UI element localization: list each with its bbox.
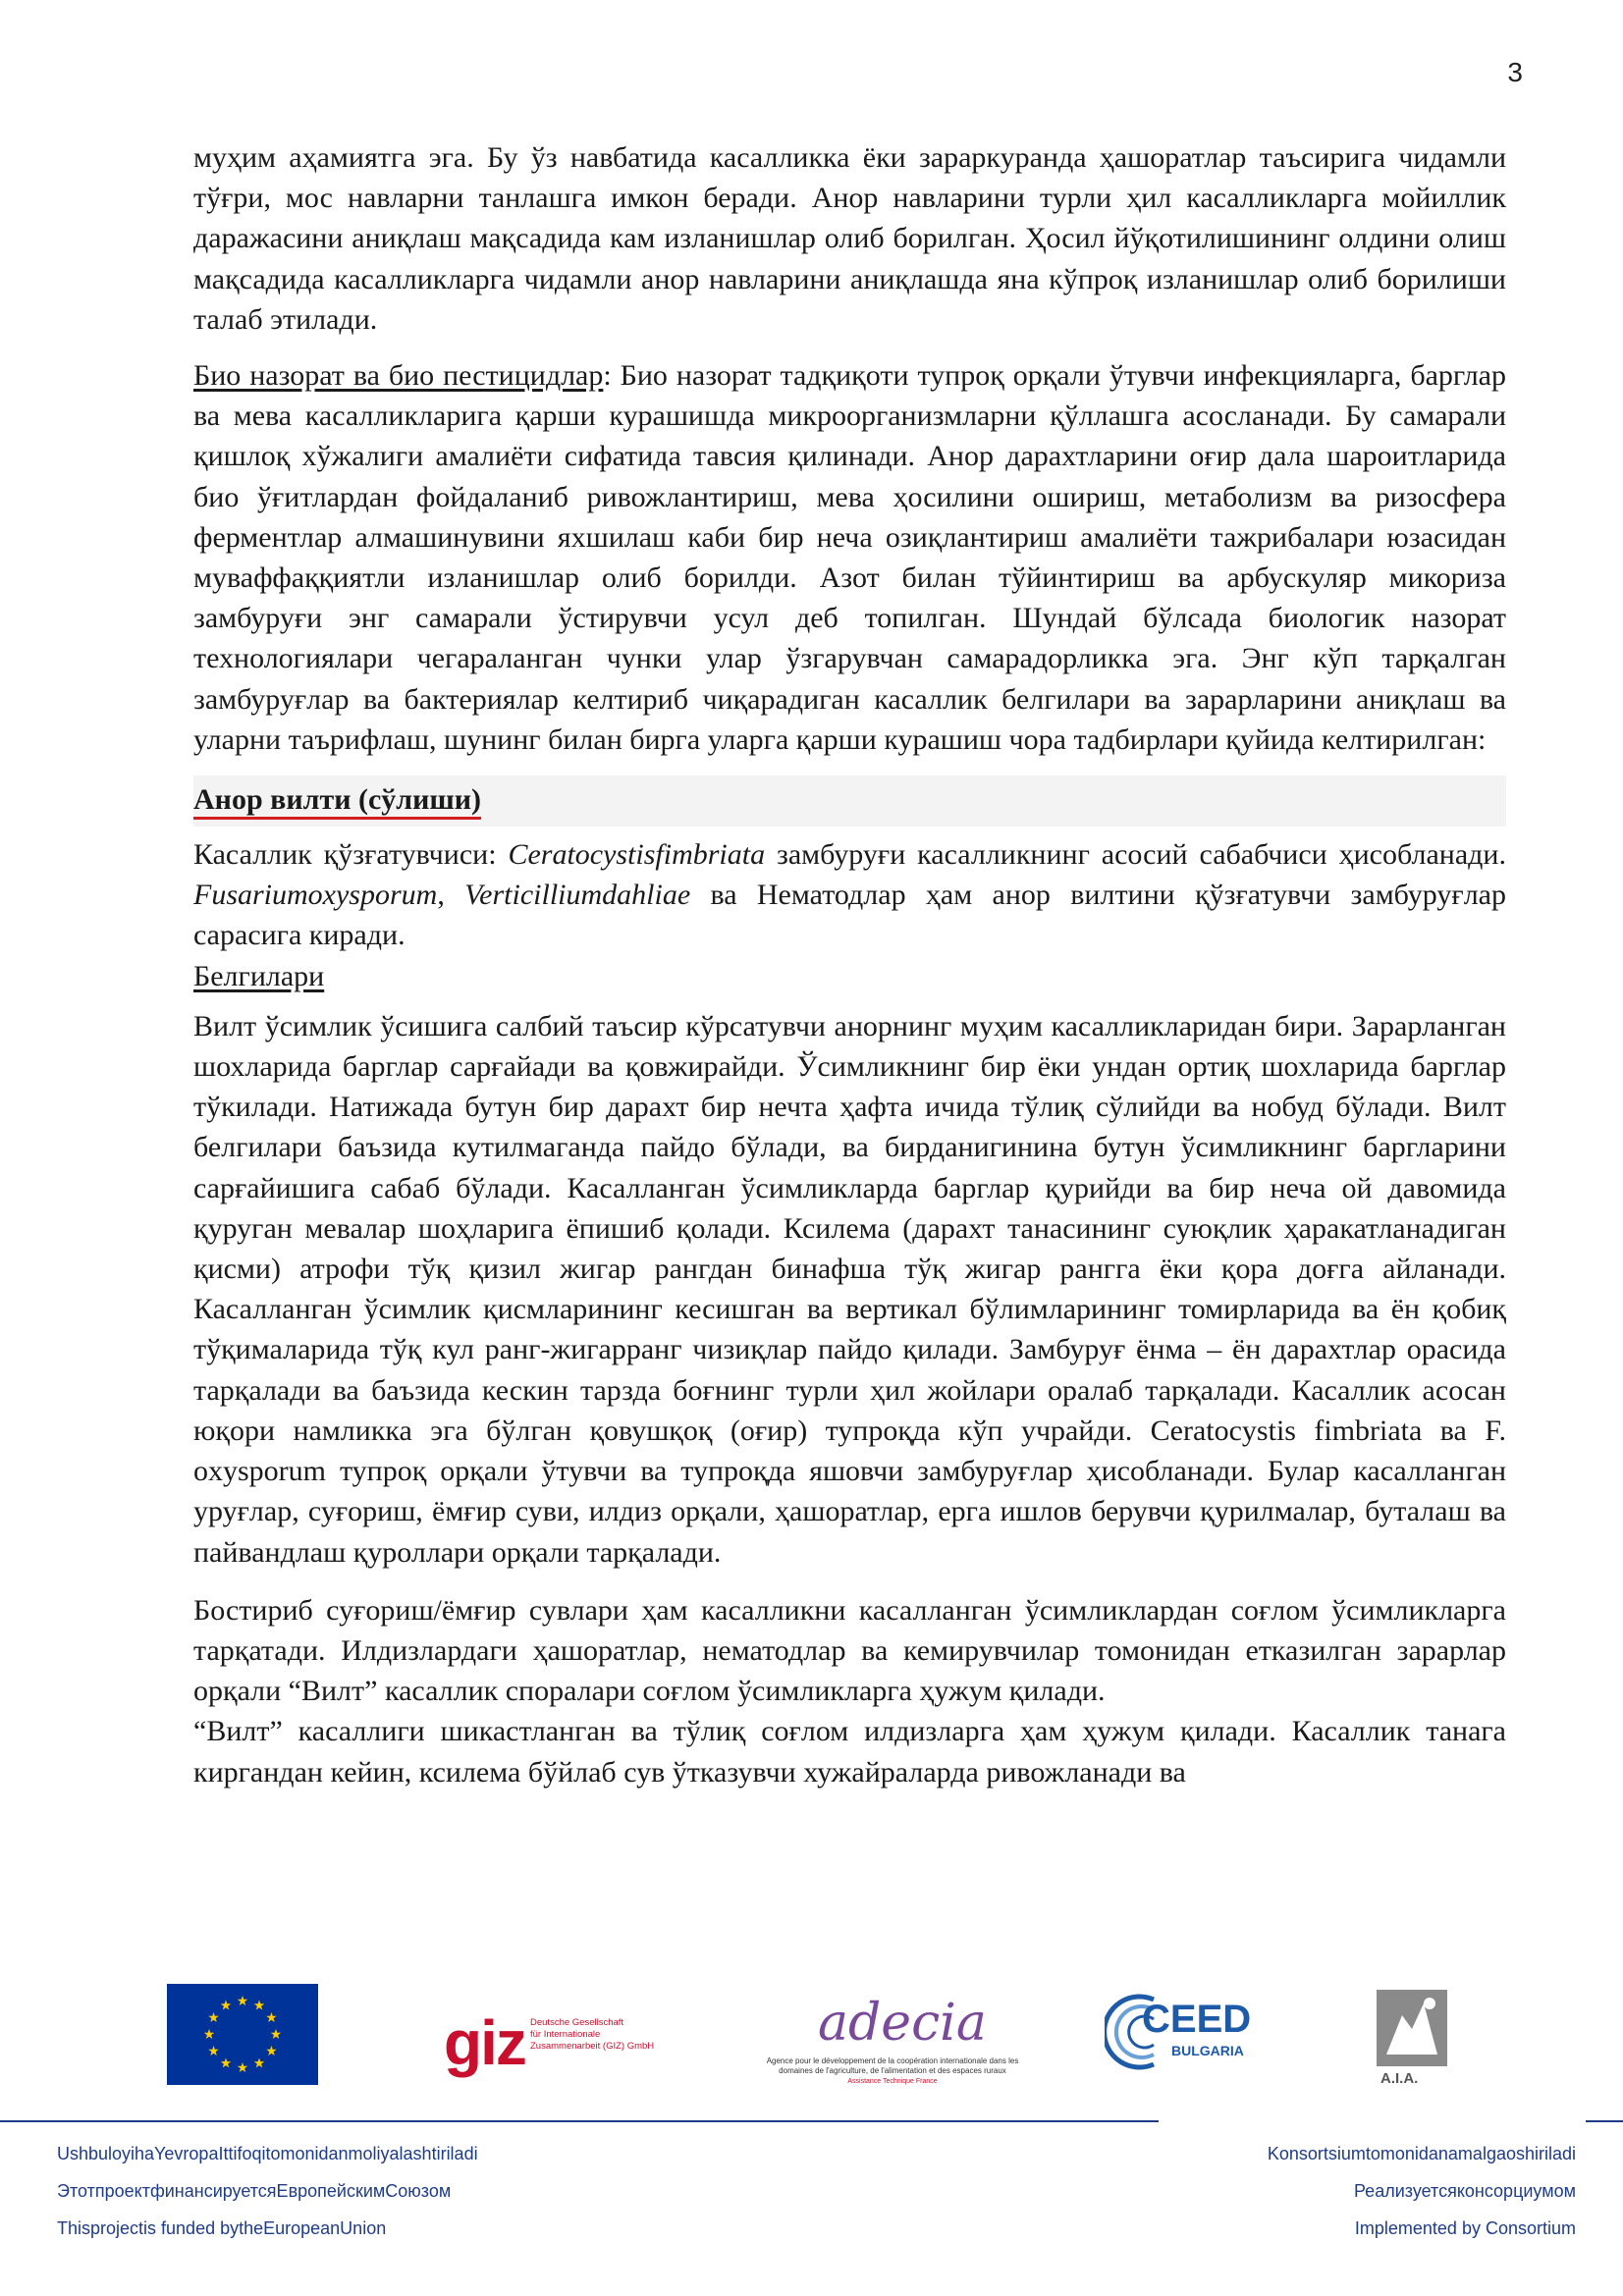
pathogen-name-1: Ceratocystisfimbriata: [508, 838, 766, 872]
adecia-subtitle-2: Assistance Technique France: [847, 2078, 938, 2085]
giz-logo: [444, 2007, 689, 2080]
adecia-subtitle: Agence pour le développement de la coopération internationale dans les domaines de l'agriculture, de l'alimentation et des espaces ruraux: [766, 2056, 1019, 2075]
paragraph-biocontrol: [193, 355, 1506, 760]
ceed-logo: [1105, 1990, 1262, 2074]
pathogen-text-d: ва Нематодлар ҳам анор вилтини қўзғатувчи замбуруғлар сарасига киради.: [193, 879, 1506, 952]
paragraph-symptoms: Вилт ўсимлик ўсишига салбий таъсир кўрсатувчи анорнинг муҳим касалликларидан бири. Зарарланган шохларида барглар сарғайади ва қовжирайди. Ўсимликнинг бир ёки ундан ортиқ шохларида барглар тўкилади. Натижада бутун бир дарахт бир нечта ҳафта ичида тўлиқ сўлийди ва нобуд бўлади. Вилт белгилари баъзида кутилмаганда пайдо бўлади, ва бирданигинина бутун ўсимликнинг баргларини сарғайишига сабаб бўлади. Касалланган ўсимликларда барглар қурийди ва бир неча ой давомида қуруган мевалар шоҳларига ёпишиб қолади. Ксилема (дарахт танасининг суюқлик ҳаракатланадиган қисми) атрофи тўқ қизил жигар рангдан бинафша тўқ жигар рангга ёки қора доғга айланади. Касалланган ўсимлик қисмларининг кесишган ва вертикал бўлимларининг томирларида ва ён қобиқ тўқималарида тўқ кул ранг-жигарранг чизиқлар пайдо қилади. Замбуруғ ёнма – ён дарахтлар орасида тарқалади ва баъзида кескин тарзда боғнинг турли ҳил жойлари оралаб тарқалади. Касаллик асосан юқори намликка эга бўлган қовушқоқ (оғир) тупроқда кўп учрайди. Ceratocystis fimbriata ва F. oxysporum тупроқ орқали ўтувчи ва тупроқда яшовчи замбуруғлар ҳисобланади. Булар касалланган уруғлар, суғориш, ёмғир суви, илдиз орқали, ҳашоратлар, ерга ишлов берувчи қурилмалар, буталаш ва пайвандлаш қуроллари орқали тарқалади.: [193, 1009, 1506, 1569]
aia-text: A.I.A.: [1380, 2070, 1419, 2087]
footer-divider-left: [0, 2120, 1159, 2122]
giz-mark: giz: [444, 2007, 525, 2078]
paragraph-intro: муҳим аҳамиятга эга. Бу ўз навбатида касалликка ёки зараркуранда ҳашоратлар таъсирига чидамли тўғри, мос навларни танлашга имкон беради. Анор навларини турли ҳил касалликларга мойиллик даражасини аниқлаш мақсадида кам изланишлар олиб борилган. Ҳосил йўқотилишининг олдини олиш мақсадида касалликларга чидамли анор навларини аниқлашда яна кўпроқ изланишлар олиб борилиши талаб этилади.: [193, 141, 1506, 336]
aia-logo: [1373, 1986, 1451, 2094]
page-number: 3: [1507, 57, 1523, 87]
ceed-subtitle: BULGARIA: [1171, 2043, 1244, 2058]
footer-funding: [57, 2135, 478, 2247]
adecia-word: adecia: [818, 1994, 987, 2053]
pathogen-name-3: Verticilliumdahliae: [464, 879, 691, 912]
section-heading: Анор вилти (сўлиши): [193, 783, 481, 820]
biocontrol-label: Био назорат ва био пестицидлар: [193, 359, 604, 393]
section-heading-bar: [193, 775, 1506, 827]
adecia-logo: [759, 1996, 1026, 2094]
pathogen-name-2: Fusariumoxysporum: [193, 879, 438, 912]
paragraph-infection: “Вилт” касаллиги шикастланган ва тўлиқ соғлом илдизларга ҳам ҳужум қилади. Касаллик танага киргандан кейин, ксилема бўйлаб сув ўтказувчи хужайраларда ривожланади ва: [193, 1715, 1506, 1789]
footer-implementation-en: Implemented by Consortium: [1354, 2218, 1576, 2238]
biocontrol-text: : Био назорат тадқиқоти тупроқ орқали ўтувчи инфекцияларга, барглар ва мева касалликларига қарши курашишда микроорганизмларни қўллашга асосланади. Бу самарали қишлоқ хўжалиги амалиёти сифатида тавсия қилинади. Анор дарахтларини оғир дала шароитларида био ўғитлардан фойдаланиб ривожлантириш, мева ҳосилини ошириш, метаболизм ва ризосфера ферментлар алмашинувини яхшилаш каби бир неча озиқлантириш амалиёти тажрибалари юзасидан муваффаққиятли изланишлар олиб борилди. Азот билан тўйинтириш ва арбускуляр микориза замбуруғи энг самарали ўстирувчи усул деб топилган. Шундай бўлсада биологик назорат технологиялари чегараланган чунки улар ўзгарувчан самарадорликка эга. Энг кўп тарқалган замбуруғлар ва бактериялар келтириб чиқарадиган касаллик белгилари ва зарарларини аниқлаш ва уларни таърифлаш, шунинг билан бирга уларга қарши курашиш чора тадбирлари қуйида келтирилган:: [193, 359, 1506, 756]
pathogen-text-b: замбуруғи касалликнинг асосий сабабчиси ҳисобланади.: [765, 838, 1506, 872]
aia-emblem-icon: [1373, 1986, 1451, 2068]
paragraph-pathogen: [193, 834, 1506, 956]
pathogen-text-a: Касаллик қўзғатувчиси:: [193, 838, 509, 872]
footer-implementation: [1268, 2135, 1576, 2247]
ceed-word: CEED: [1142, 1998, 1252, 2041]
footer-funding-en: Thisprojectis funded bytheEuropeanUnion: [57, 2218, 387, 2238]
pathogen-text-c: ,: [437, 879, 465, 912]
footer-funding-uz: UshbuloyihaYevropaIttifoqitomonidanmoliyalashtiriladi: [57, 2144, 478, 2163]
subheading-symptoms: [193, 956, 1506, 996]
footer-divider-right: [1586, 2120, 1623, 2122]
paragraph-spread: Бостириб суғориш/ёмғир сувлари ҳам касалликни касалланган ўсимликлардан соғлом ўсимликларга тарқатади. Илдизлардаги ҳашоратлар, нематодлар ва кемирувчилар томонидан етказилган зарарлар орқали “Вилт” касаллик споралари соғлом ўсимликларга ҳужум қилади.: [193, 1593, 1506, 1708]
subheading-symptoms-text: Белгилари: [193, 959, 325, 992]
footer-implementation-ru: Реализуетсяконсорциумом: [1353, 2181, 1576, 2201]
eu-stars-icon: [167, 1984, 318, 2085]
partner-logos: [0, 1978, 1623, 2096]
footer-implementation-uz: Konsortsiumtomonidanamalgaoshiriladi: [1267, 2144, 1576, 2163]
document-body: [193, 137, 1506, 1792]
footer-funding-ru: ЭтотпроектфинансируетсяЕвропейскимСоюзом: [57, 2181, 452, 2201]
giz-text: Deutsche Gesellschaft für Internationale Zusammenarbeit (GIZ) GmbH: [530, 2017, 655, 2052]
eu-flag-logo: [167, 1984, 318, 2085]
